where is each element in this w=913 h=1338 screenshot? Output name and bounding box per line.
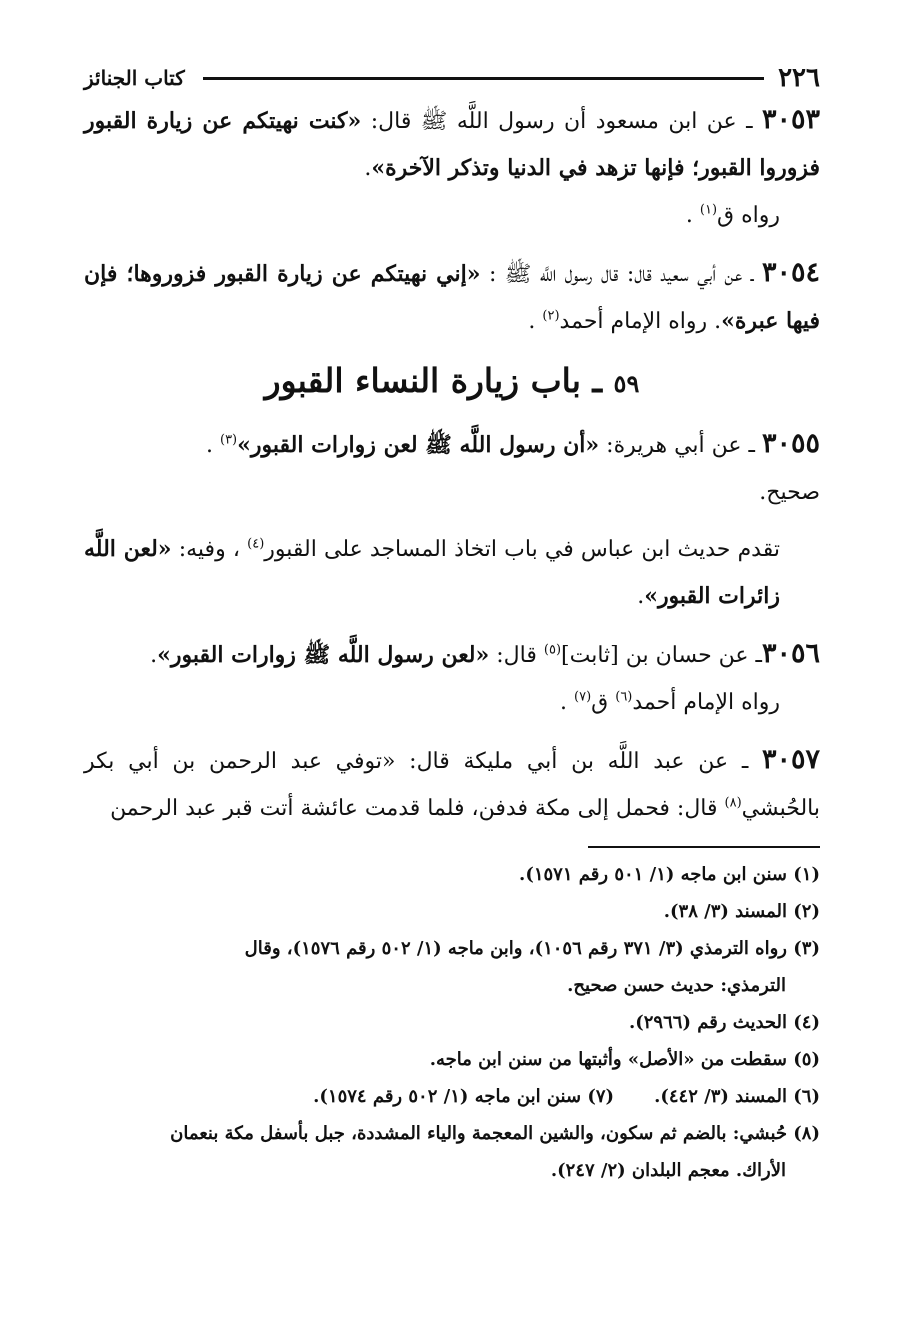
book-page bbox=[84, 60, 820, 1189]
hadith-intro: ـ عن حسان بن [ثابت] bbox=[561, 643, 762, 668]
hadith-end: . bbox=[150, 643, 158, 668]
section-title-text: ـ باب زيارة النساء القبور bbox=[264, 361, 614, 400]
hadith-mid: قال: bbox=[489, 643, 544, 668]
footnote-ref: (٥) bbox=[543, 642, 562, 658]
footnote-ref: (٤) bbox=[247, 536, 265, 552]
hadith-intro: ـ عن عبد اللَّه بن أبي مليكة قال: bbox=[395, 749, 762, 774]
hadith-end: . bbox=[205, 433, 220, 458]
footnote-ref: (٦) bbox=[615, 689, 633, 705]
section-title bbox=[84, 353, 820, 412]
running-title: كتاب الجنائز bbox=[84, 66, 185, 90]
footnote-ref: (٨) bbox=[724, 795, 742, 811]
hadith-3056 bbox=[84, 630, 820, 679]
hadith-3055-grade bbox=[84, 469, 820, 516]
hadith-intro: ـ عن ابن مسعود أن رسول اللَّه ﷺ قال: bbox=[361, 109, 762, 134]
footnotes bbox=[84, 856, 820, 1189]
hadith-grade: صحيح. bbox=[759, 480, 820, 505]
footnote-8: (٨) حُبشي: بالضم ثم سكون، والشين المعجمة والياء المشددة، جبل بأسفل مكة بنعمان bbox=[170, 1123, 820, 1144]
source-mid: ق bbox=[591, 690, 616, 715]
hadith-3057 bbox=[84, 736, 820, 832]
hadith-quote: «كنت نهيتكم عن زيارة القبور فزوروا القبور؛ فإنها تزهد في الدنيا وتذكر الآخرة» bbox=[84, 108, 820, 181]
footnote-3: (٣) رواه الترمذي (٣/ ٣٧١ رقم ١٠٥٦)، وابن ماجه (١/ ٥٠٢ رقم ١٥٧٦)، وقال bbox=[244, 938, 820, 959]
header-rule bbox=[203, 77, 764, 80]
hadith-end: . bbox=[528, 309, 543, 334]
footnote-ref: (٢) bbox=[542, 308, 560, 324]
hadith-number: ٣٠٥٣ bbox=[762, 104, 821, 135]
footnote-3-continued: الترمذي: حديث حسن صحيح. bbox=[567, 975, 786, 996]
footnote-4: (٤) الحديث رقم (٢٩٦٦). bbox=[628, 1012, 820, 1033]
cross-reference-note bbox=[84, 526, 820, 620]
hadith-number: ٣٠٥٥ bbox=[761, 428, 820, 459]
source-text: رواه الإمام أحمد bbox=[632, 690, 780, 715]
footnote-ref: (٧) bbox=[574, 689, 592, 705]
section-number: ٥٩ bbox=[613, 369, 640, 398]
hadith-3054 bbox=[84, 249, 820, 345]
hadith-number: ٣٠٥٦ bbox=[761, 638, 820, 669]
page-header bbox=[84, 60, 820, 96]
note-quote: «لعن اللَّه زائرات القبور» bbox=[84, 536, 780, 609]
page-number: ٢٢٦ bbox=[778, 63, 820, 93]
source-end: . bbox=[685, 203, 700, 228]
source-end: . bbox=[560, 690, 575, 715]
hadith-number: ٣٠٥٤ bbox=[762, 257, 821, 288]
hadith-quote-a: «توفي عبد الرحمن بن أبي بكر بالحُبشي bbox=[84, 749, 820, 821]
footnote-row-6-7 bbox=[84, 1078, 820, 1115]
footnote-8-continued: الأراك. معجم البلدان (٢/ ٢٤٧). bbox=[550, 1160, 786, 1181]
note-text: تقدم حديث ابن عباس في باب اتخاذ المساجد على القبور bbox=[264, 537, 780, 562]
hadith-end: . bbox=[364, 156, 372, 181]
hadith-3053-source bbox=[84, 192, 820, 239]
footnote-1: (١) سنن ابن ماجه (١/ ٥٠١ رقم ١٥٧١). bbox=[519, 864, 820, 885]
hadith-quote: «لعن رسول اللَّه ﷺ زوارات القبور» bbox=[157, 642, 490, 668]
footnote-ref: (٣) bbox=[219, 432, 238, 448]
footnote-6: (٦) المسند (٣/ ٤٤٢). bbox=[654, 1086, 820, 1107]
footnote-ref: (١) bbox=[699, 202, 718, 218]
note-end: . bbox=[637, 584, 645, 609]
footnote-2: (٢) المسند (٣/ ٣٨). bbox=[663, 901, 820, 922]
hadith-3053 bbox=[84, 96, 820, 192]
hadith-number: ٣٠٥٧ bbox=[761, 744, 820, 775]
source-text: رواه ق bbox=[717, 203, 780, 228]
hadith-tail: . رواه الإمام أحمد bbox=[559, 309, 722, 334]
hadith-quote: «أن رسول اللَّه ﷺ لعن زوارات القبور» bbox=[237, 432, 600, 458]
hadith-3055 bbox=[84, 420, 820, 469]
hadith-quote: «إني نهيتكم عن زيارة القبور فزوروها؛ فإن فيها عبرة» bbox=[84, 261, 820, 334]
hadith-quote-b: قال: فحمل إلى مكة فدفن، فلما قدمت عائشة أتت قبر عبد الرحمن bbox=[110, 796, 725, 821]
hadith-intro: ـ عن أبي هريرة: bbox=[599, 433, 762, 458]
hadith-intro: ـ عن أبي سعيد قال: قال رسول اللَّه ﷺ : bbox=[480, 262, 762, 287]
note-mid: ، وفيه: bbox=[171, 537, 248, 562]
footnote-separator bbox=[588, 846, 820, 848]
hadith-3056-source bbox=[84, 679, 820, 726]
footnote-5: (٥) سقطت من «الأصل» وأثبتها من سنن ابن ماجه. bbox=[429, 1049, 820, 1070]
footnote-7: (٧) سنن ابن ماجه (١/ ٥٠٢ رقم ١٥٧٤). bbox=[313, 1086, 615, 1107]
